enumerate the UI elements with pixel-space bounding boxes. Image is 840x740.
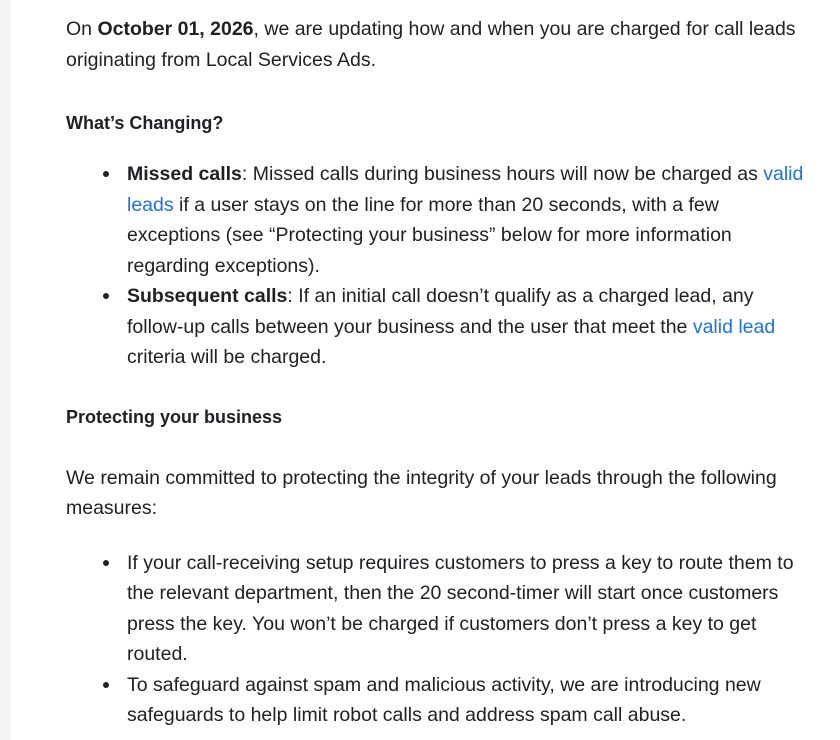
intro-prefix: On: [66, 18, 98, 40]
list-item-subsequent-calls: [127, 281, 806, 373]
effective-date: October 01, 2026: [97, 18, 254, 40]
intro-paragraph: [66, 14, 806, 75]
subsequent-calls-text-end: criteria will be charged.: [127, 346, 327, 368]
missed-calls-text: : Missed calls during business hours will now be charged as: [241, 163, 764, 185]
subsequent-calls-text: : If an initial call doesn’t qualify as a charged lead, any follow-up calls between your business and the user that meet the: [127, 285, 754, 338]
intro-suffix: , we are updating how and when you are charged for call leads originating from Local Services Ads.: [66, 18, 796, 71]
valid-lead-link[interactable]: valid lead: [692, 315, 776, 338]
list-item-spam-safeguards: To safeguard against spam and malicious activity, we are introducing new safeguards to help limit robot calls and address spam call abuse.: [127, 670, 806, 731]
list-item-missed-calls: [127, 159, 806, 281]
changes-list: [66, 159, 806, 373]
missed-calls-title: Missed calls: [127, 163, 242, 185]
missed-calls-text-end: if a user stays on the line for more than 20 seconds, with a few exceptions (see “Protecting your business” below for more information regarding exceptions).: [127, 193, 732, 277]
subsequent-calls-title: Subsequent calls: [127, 285, 288, 307]
measures-list: [66, 548, 806, 731]
whats-changing-heading: What’s Changing?: [66, 113, 224, 133]
valid-leads-link[interactable]: valid leads: [127, 163, 804, 216]
email-body: [66, 14, 806, 731]
left-gutter: [0, 0, 11, 740]
protecting-heading: Protecting your business: [66, 406, 283, 427]
list-item-key-press: If your call-receiving setup requires customers to press a key to route them to the relevant department, then the 20 second-timer will start once customers press the key. You won’t be charged if customers don’t press a key to get routed.: [127, 548, 806, 670]
protecting-paragraph: We remain committed to protecting the integrity of your leads through the following measures:: [66, 466, 777, 519]
